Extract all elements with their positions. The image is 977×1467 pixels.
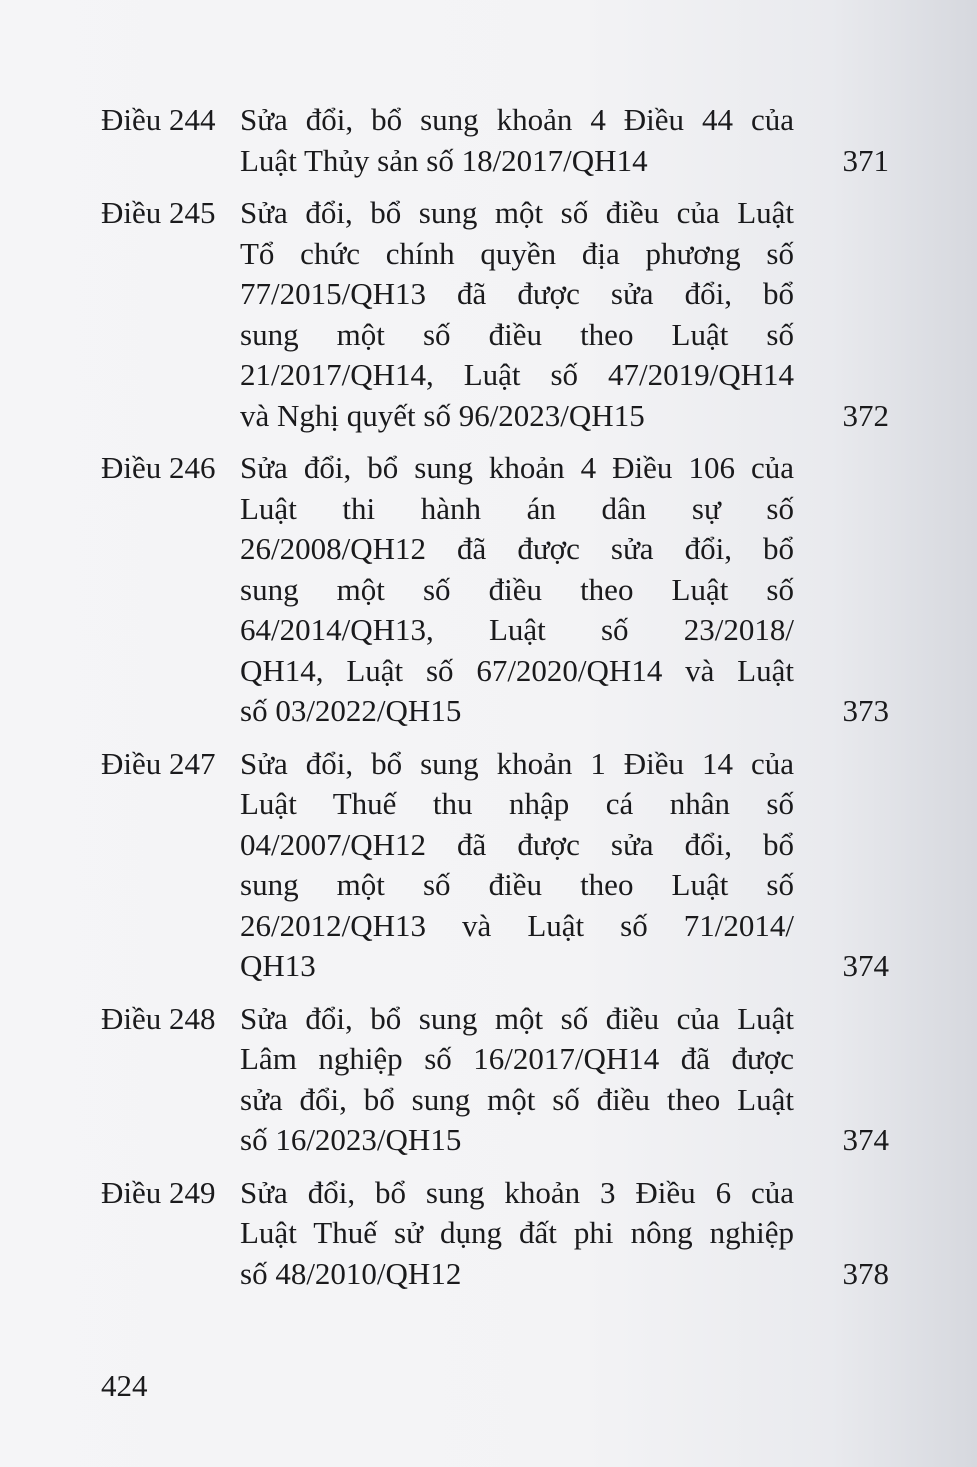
toc-entry-title (240, 744, 794, 987)
toc-entry-title-line: sung một số điều theo Luật số (240, 571, 794, 607)
toc-entry-label: Điều 248 (101, 1000, 216, 1036)
toc-entry-label: Điều 246 (101, 450, 216, 485)
toc-entry-title-line: 26/2012/QH13 và Luật số 71/2014/ (240, 907, 794, 943)
toc-entry-title-line: Luật thi hành án dân sự số (240, 490, 794, 526)
toc-entry-title-line: sửa đổi, bổ sung một số điều theo Luật (240, 1081, 794, 1117)
toc-entry-title-line: 21/2017/QH14, Luật số 47/2019/QH14 (240, 357, 794, 392)
toc-entry-title (240, 193, 794, 436)
toc-entry (0, 1173, 977, 1295)
toc-entry-page: 374 (842, 948, 889, 983)
toc-entry-title-line: Sửa đổi, bổ sung một số điều của Luật (240, 1000, 794, 1036)
toc-entry (0, 744, 977, 987)
toc-entry-page: 371 (842, 142, 889, 178)
toc-entry-page: 372 (842, 397, 889, 433)
toc-entry-title-line: số 03/2022/QH15 (240, 693, 462, 728)
toc-entry-page: 374 (842, 1122, 889, 1157)
toc-entry-label: Điều 245 (101, 195, 216, 230)
toc-entry (0, 999, 977, 1161)
toc-entry-title-line: Sửa đổi, bổ sung một số điều của Luật (240, 195, 794, 230)
toc-entry-title-line: QH14, Luật số 67/2020/QH14 và Luật (240, 652, 794, 688)
page-number: 424 (101, 1368, 148, 1403)
toc-entry (0, 193, 977, 436)
toc-entry-label: Điều 244 (101, 102, 216, 137)
table-of-contents (0, 100, 977, 1306)
toc-entry-title-line: QH13 (240, 948, 316, 983)
toc-entry-title-line: Lâm nghiệp số 16/2017/QH14 đã được (240, 1041, 794, 1076)
toc-entry-title-line: Sửa đổi, bổ sung khoản 1 Điều 14 của (240, 745, 794, 781)
toc-entry (0, 100, 977, 181)
toc-entry-title-line: sung một số điều theo Luật số (240, 867, 794, 902)
toc-entry (0, 448, 977, 732)
toc-entry-label: Điều 247 (101, 745, 216, 781)
toc-entry-title-line: số 16/2023/QH15 (240, 1122, 462, 1157)
toc-entry-title-line: Luật Thuế thu nhập cá nhân số (240, 786, 794, 821)
toc-entry-title-line: 64/2014/QH13, Luật số 23/2018/ (240, 612, 794, 647)
toc-entry-title-line: 77/2015/QH13 đã được sửa đổi, bổ (240, 276, 794, 311)
toc-entry-title-line: sung một số điều theo Luật số (240, 316, 794, 352)
toc-entry-page: 373 (842, 693, 889, 728)
toc-entry-title-line: Luật Thủy sản số 18/2017/QH14 (240, 142, 648, 178)
toc-entry-title (240, 448, 794, 732)
toc-entry-label: Điều 249 (101, 1174, 216, 1210)
toc-entry-title-line: số 48/2010/QH12 (240, 1255, 462, 1291)
toc-entry-title (240, 100, 794, 181)
toc-entry-title-line: Sửa đổi, bổ sung khoản 4 Điều 106 của (240, 450, 794, 485)
toc-entry-title-line: Luật Thuế sử dụng đất phi nông nghiệp (240, 1215, 794, 1250)
toc-entry-title (240, 999, 794, 1161)
toc-entry-page: 378 (842, 1255, 889, 1291)
toc-entry-title (240, 1173, 794, 1295)
toc-entry-title-line: Tổ chức chính quyền địa phương số (240, 235, 794, 271)
toc-entry-title-line: Sửa đổi, bổ sung khoản 4 Điều 44 của (240, 102, 794, 137)
toc-entry-title-line: 26/2008/QH12 đã được sửa đổi, bổ (240, 531, 794, 566)
toc-entry-title-line: 04/2007/QH12 đã được sửa đổi, bổ (240, 826, 794, 862)
toc-entry-title-line: Sửa đổi, bổ sung khoản 3 Điều 6 của (240, 1174, 794, 1210)
toc-entry-title-line: và Nghị quyết số 96/2023/QH15 (240, 397, 645, 433)
